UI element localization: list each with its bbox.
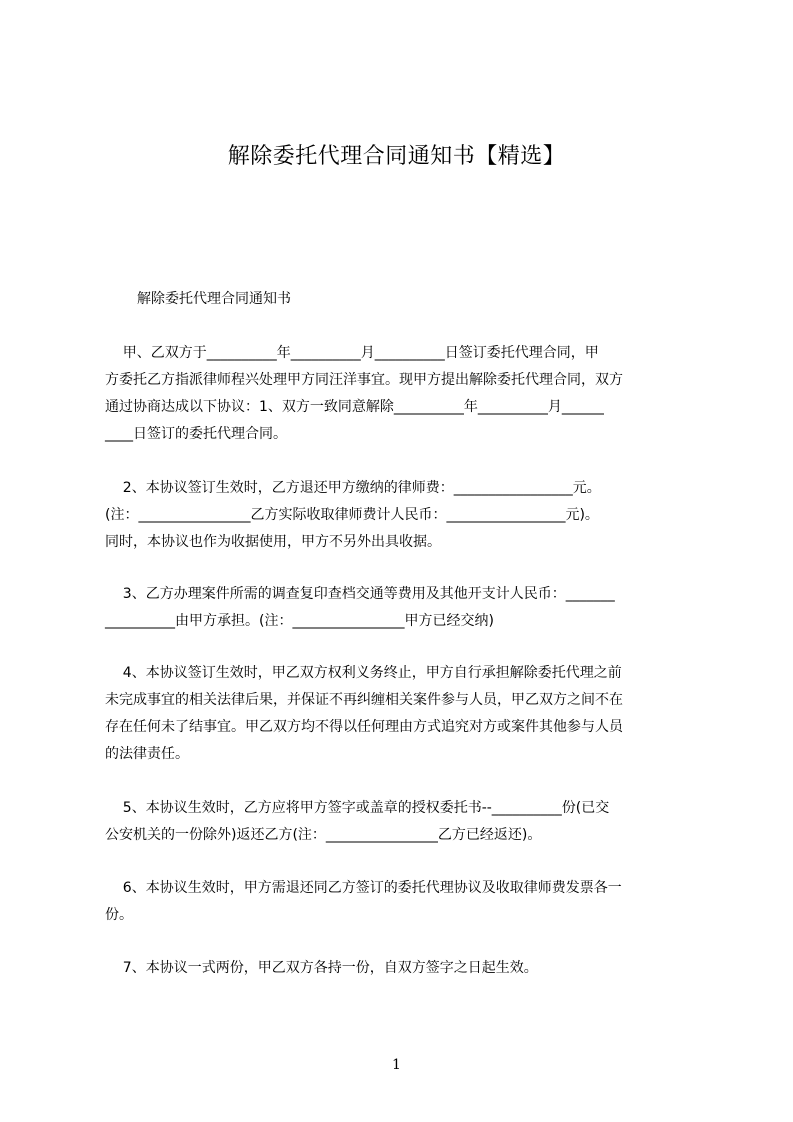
paragraph-line: 7、本协议一式两份，甲乙双方各持一份，自双方签字之日起生效。 xyxy=(105,960,538,976)
paragraph-line: 方委托乙方指派律师程兴处理甲方同汪洋事宜。现甲方提出解除委托代理合同，双方 xyxy=(105,372,623,388)
paragraph-line: 的法律责任。 xyxy=(105,746,189,762)
paragraph-line: ____日签订的委托代理合同。 xyxy=(105,426,287,442)
paragraph-line: 份。 xyxy=(105,907,133,923)
paragraph-line: 4、本协议签订生效时，甲乙双方权利义务终止，甲方自行承担解除委托代理之前 xyxy=(105,665,622,681)
paragraph-line: 通过协商达成以下协议：1、双方一致同意解除__________年__________月______ xyxy=(105,399,604,415)
paragraph-line: (注：________________乙方实际收取律师费计人民币：_________________元)。 xyxy=(105,507,599,523)
paragraph-line: 同时，本协议也作为收据使用，甲方不另外出具收据。 xyxy=(105,534,441,550)
paragraph-line: 3、乙方办理案件所需的调查复印查档交通等费用及其他开支计人民币：_______ xyxy=(105,586,615,602)
paragraph-line: 存在任何未了结事宜。甲乙双方均不得以任何理由方式追究对方或案件其他参与人员 xyxy=(105,719,623,735)
paragraph-line: 甲、乙双方于__________年__________月__________日签订委托代理合同，甲 xyxy=(105,345,599,361)
paragraph-line: 公安机关的一份除外)返还乙方(注：________________乙方已经返还)。 xyxy=(105,827,542,843)
document-title: 解除委托代理合同通知书【精选】 xyxy=(227,144,566,169)
paragraph-line: 6、本协议生效时，甲方需退还同乙方签订的委托代理协议及收取律师费发票各一 xyxy=(105,880,622,896)
paragraph-line: 2、本协议签订生效时，乙方退还甲方缴纳的律师费：_________________元。 xyxy=(105,480,601,496)
paragraph-line: __________由甲方承担。(注：________________甲方已经交纳) xyxy=(105,613,494,629)
page-number: 1 xyxy=(392,1057,401,1073)
paragraph-line: 5、本协议生效时，乙方应将甲方签字或盖章的授权委托书--__________份(已交 xyxy=(105,800,610,816)
paragraph-line: 未完成事宜的相关法律后果，并保证不再纠缠相关案件参与人员，甲乙双方之间不在 xyxy=(105,692,623,708)
document-subtitle: 解除委托代理合同通知书 xyxy=(137,291,291,307)
